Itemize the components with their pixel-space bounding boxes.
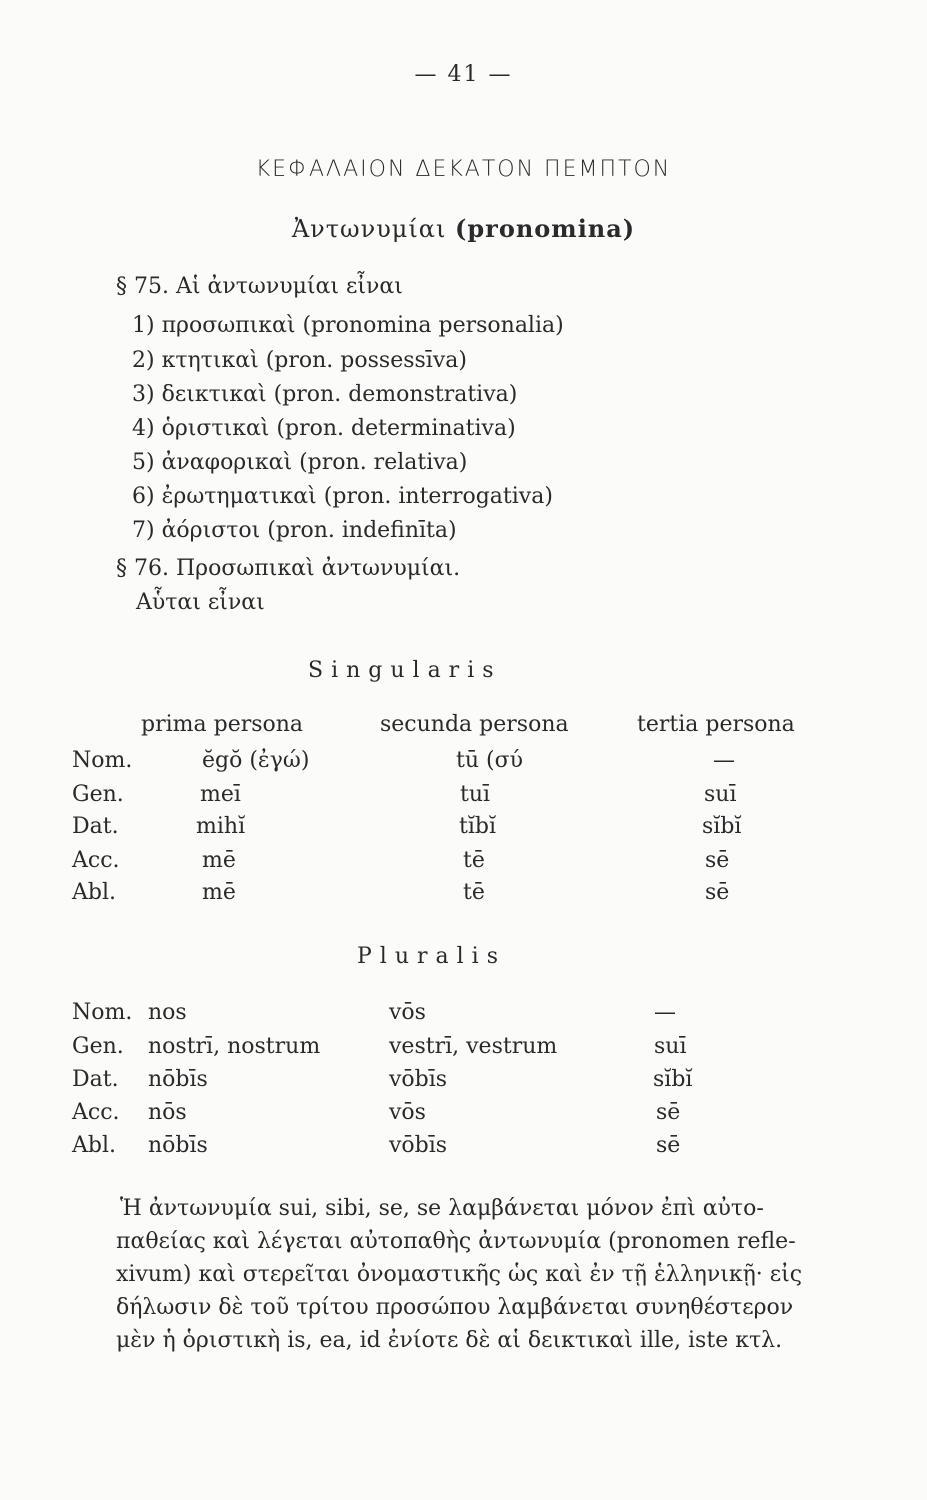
singularis-heading: Singularis — [308, 658, 502, 683]
table-cell: tē — [463, 880, 485, 905]
case-label: Acc. — [72, 1100, 120, 1125]
table-cell: mē — [202, 880, 236, 905]
case-label: Dat. — [72, 1067, 119, 1092]
list-item: 5) ἀναφορικαὶ (pron. relativa) — [132, 450, 468, 475]
table-cell: nostrī, nostrum — [148, 1034, 321, 1059]
table-cell: — — [713, 748, 735, 773]
section-subtitle — [0, 214, 927, 243]
table-cell: mē — [202, 848, 236, 873]
table-cell: tē — [463, 848, 485, 873]
table-cell: suī — [704, 782, 737, 807]
case-label: Abl. — [72, 880, 116, 905]
table-cell: sĭbĭ — [702, 814, 742, 839]
table-cell: sē — [705, 848, 730, 873]
subtitle-greek: Ἀντωνυμίαι — [291, 215, 447, 243]
case-label: Dat. — [72, 814, 119, 839]
table-cell: nōbīs — [148, 1067, 208, 1092]
paragraph-line: μὲν ἡ ὁριστικὴ is, ea, id ἐνίοτε δὲ αἱ δεικτικαὶ ille, iste κτλ. — [116, 1328, 783, 1353]
table-cell: tuī — [460, 782, 491, 807]
column-header-secunda: secunda persona — [380, 712, 569, 737]
column-header-prima: prima persona — [141, 712, 304, 737]
table-cell: sē — [656, 1100, 681, 1125]
table-cell: vōs — [389, 1000, 426, 1025]
list-item: 7) ἀόριστοι (pron. indefinīta) — [132, 518, 457, 543]
list-item: 4) ὁριστικαὶ (pron. determinativa) — [132, 416, 516, 441]
table-cell: vōbīs — [389, 1067, 448, 1092]
case-label: Abl. — [72, 1133, 116, 1158]
table-cell: meī — [200, 782, 241, 807]
case-label: Nom. — [72, 748, 133, 773]
table-cell: nōs — [148, 1100, 187, 1125]
case-label: Nom. — [72, 1000, 133, 1025]
section-76-line: Αὗται εἶναι — [136, 590, 265, 615]
paragraph-line: Ἡ ἀντωνυμία sui, sibi, se, se λαμβάνεται μόνον ἐπὶ αὐτο- — [120, 1196, 764, 1221]
column-header-tertia: tertia persona — [637, 712, 795, 737]
list-item: 3) δεικτικαὶ (pron. demonstrativa) — [132, 382, 518, 407]
page-number: — 41 — — [414, 62, 513, 87]
table-cell: tĭbĭ — [459, 814, 496, 839]
table-cell: ĕgŏ (ἐγώ) — [202, 748, 310, 773]
list-item: 2) κτητικαὶ (pron. possessīva) — [132, 348, 467, 373]
list-item: 1) προσωπικαὶ (pronomina personalia) — [132, 313, 564, 338]
table-cell: sē — [656, 1133, 681, 1158]
case-label: Acc. — [72, 848, 120, 873]
subtitle-latin: (pronomina) — [455, 214, 636, 243]
case-label: Gen. — [72, 782, 124, 807]
paragraph-line: xivum) καὶ στερεῖται ὀνομαστικῆς ὡς καὶ ἐν τῇ ἑλληνικῇ· εἰς — [116, 1262, 803, 1287]
table-cell: nōbīs — [148, 1133, 208, 1158]
chapter-title: ΚΕΦΑΛΑΙΟΝ ΔΕΚΑΤΟΝ ΠΕΜΠΤΟΝ — [255, 157, 672, 182]
table-cell: tū (σύ — [456, 748, 523, 773]
table-cell: vōs — [389, 1100, 426, 1125]
table-cell: mihĭ — [196, 814, 246, 839]
table-cell: vestrī, vestrum — [389, 1034, 558, 1059]
section-75-heading: § 75. Αἱ ἀντωνυμίαι εἶναι — [116, 274, 403, 299]
table-cell: vōbīs — [389, 1133, 448, 1158]
table-cell: sē — [705, 880, 730, 905]
list-item: 6) ἐρωτηματικαὶ (pron. interrogativa) — [132, 484, 553, 509]
table-cell: sĭbĭ — [653, 1067, 693, 1092]
table-cell: nos — [148, 1000, 187, 1025]
table-cell: — — [654, 1000, 676, 1025]
paragraph-line: παθείας καὶ λέγεται αὐτοπαθὴς ἀντωνυμία (pronomen refle- — [116, 1229, 796, 1254]
section-76-heading: § 76. Προσωπικαὶ ἀντωνυμίαι. — [116, 556, 461, 581]
paragraph-line: δήλωσιν δὲ τοῦ τρίτου προσώπου λαμβάνεται συνηθέστερον — [116, 1295, 794, 1320]
table-cell: suī — [654, 1034, 687, 1059]
pluralis-heading: Pluralis — [357, 944, 507, 969]
case-label: Gen. — [72, 1034, 124, 1059]
